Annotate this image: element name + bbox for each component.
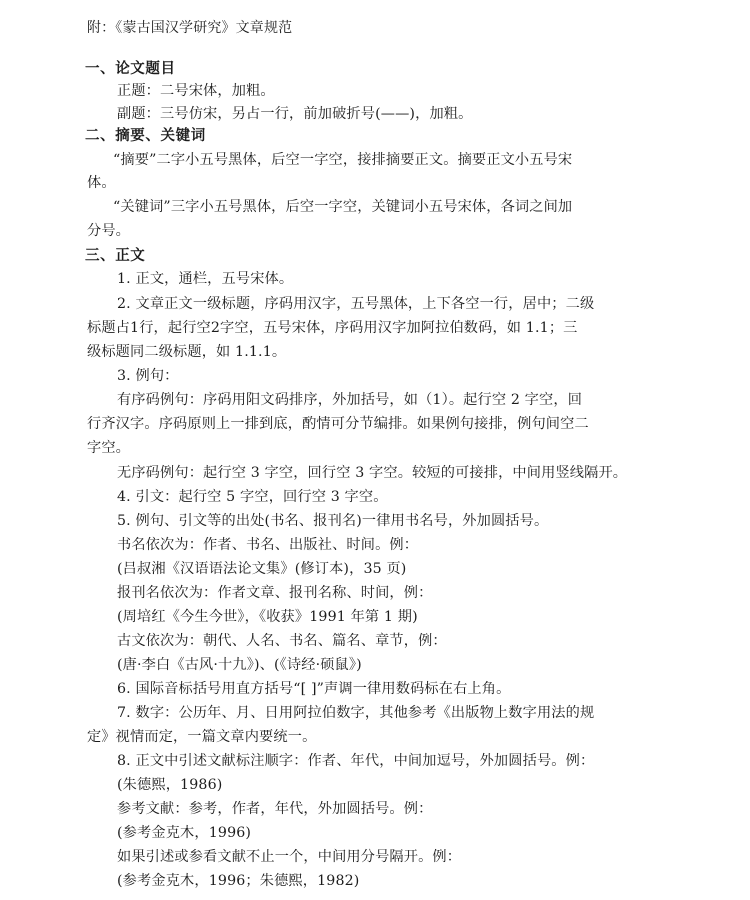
reference-example: (参考金克木，1996) — [117, 825, 252, 841]
rule-item-3: 3. 例句： — [117, 368, 179, 384]
journal-example: (周培红《今生今世》，《收获》1991 年第 1 期) — [117, 609, 418, 625]
rule-item-6: 6. 国际音标括号用直方括号“[ ]”声调一律用数码标在右上角。 — [117, 681, 511, 697]
reference-rule: 参考文献：参考，作者，年代，外加圆括号。例： — [117, 801, 433, 817]
rule-item-2-line2: 标题占1行，起行空2字空，五号宋体，序码用汉字加阿拉伯数码，如 1.1；三 — [87, 320, 578, 336]
book-example: (吕叔湘《汉语语法论文集》(修订本)，35 页) — [117, 561, 407, 577]
section-heading-body: 三、正文 — [85, 248, 146, 264]
document-title: 附：《蒙古国汉学研究》文章规范 — [87, 20, 293, 36]
keywords-rule-line2: 分号。 — [87, 223, 131, 239]
section-heading-title: 一、论文题目 — [85, 61, 176, 77]
rule-item-7-line2: 定》视情而定，一篇文章内要统一。 — [87, 729, 317, 745]
numbered-example-line1: 有序码例句：序码用阳文码排序，外加括号，如（1）。起行空 2 字空，回 — [117, 392, 583, 408]
ancient-example: (唐·李白《古风·十九》)、(《诗经·硕鼠》) — [117, 657, 362, 673]
abstract-rule-line1: “摘要”二字小五号黑体，后空一字空，接排摘要正文。摘要正文小五号宋 — [113, 152, 573, 168]
numbered-example-line3: 字空。 — [87, 440, 131, 456]
subtitle-rule: 副题：三号仿宋，另占一行，前加破折号(——)，加粗。 — [117, 106, 473, 122]
abstract-rule-line2: 体。 — [87, 175, 116, 191]
rule-item-2-line1: 2. 文章正文一级标题，序码用汉字，五号黑体，上下各空一行，居中；二级 — [117, 296, 595, 312]
rule-item-4: 4. 引文：起行空 5 字空，回行空 3 字空。 — [117, 489, 388, 505]
citation-example: (朱德熙，1986) — [117, 777, 223, 793]
keywords-rule-line1: “关键词”三字小五号黑体，后空一字空，关键词小五号宋体，各词之间加 — [113, 199, 573, 215]
multiple-references-rule: 如果引述或参看文献不止一个，中间用分号隔开。例： — [117, 849, 462, 865]
main-title-rule: 正题：二号宋体，加粗。 — [117, 83, 275, 99]
ancient-order-rule: 古文依次为：朝代、人名、书名、篇名、章节，例： — [117, 633, 447, 649]
section-heading-abstract: 二、摘要、关键词 — [85, 128, 206, 144]
rule-item-1: 1. 正文，通栏，五号宋体。 — [117, 271, 294, 287]
rule-item-2-line3: 级标题同二级标题，如 1.1.1。 — [87, 344, 287, 360]
unnumbered-example: 无序码例句：起行空 3 字空，回行空 3 字空。较短的可接排，中间用竖线隔开。 — [117, 465, 628, 481]
book-order-rule: 书名依次为：作者、书名、出版社、时间。例： — [117, 537, 419, 553]
journal-order-rule: 报刊名依次为：作者文章、报刊名称、时间，例： — [117, 585, 433, 601]
rule-item-7-line1: 7. 数字：公历年、月、日用阿拉伯数字，其他参考《出版物上数字用法的规 — [117, 705, 595, 721]
multiple-references-example: (参考金克木，1996；朱德熙，1982) — [117, 873, 360, 889]
rule-item-8: 8. 正文中引述文献标注顺字：作者、年代，中间加逗号，外加圆括号。例： — [117, 753, 595, 769]
numbered-example-line2: 行齐汉字。序码原则上一排到底，酌情可分节编排。如果例句接排，例句间空二 — [87, 416, 589, 432]
rule-item-5: 5. 例句、引文等的出处(书名、报刊名)一律用书名号，外加圆括号。 — [117, 513, 549, 529]
